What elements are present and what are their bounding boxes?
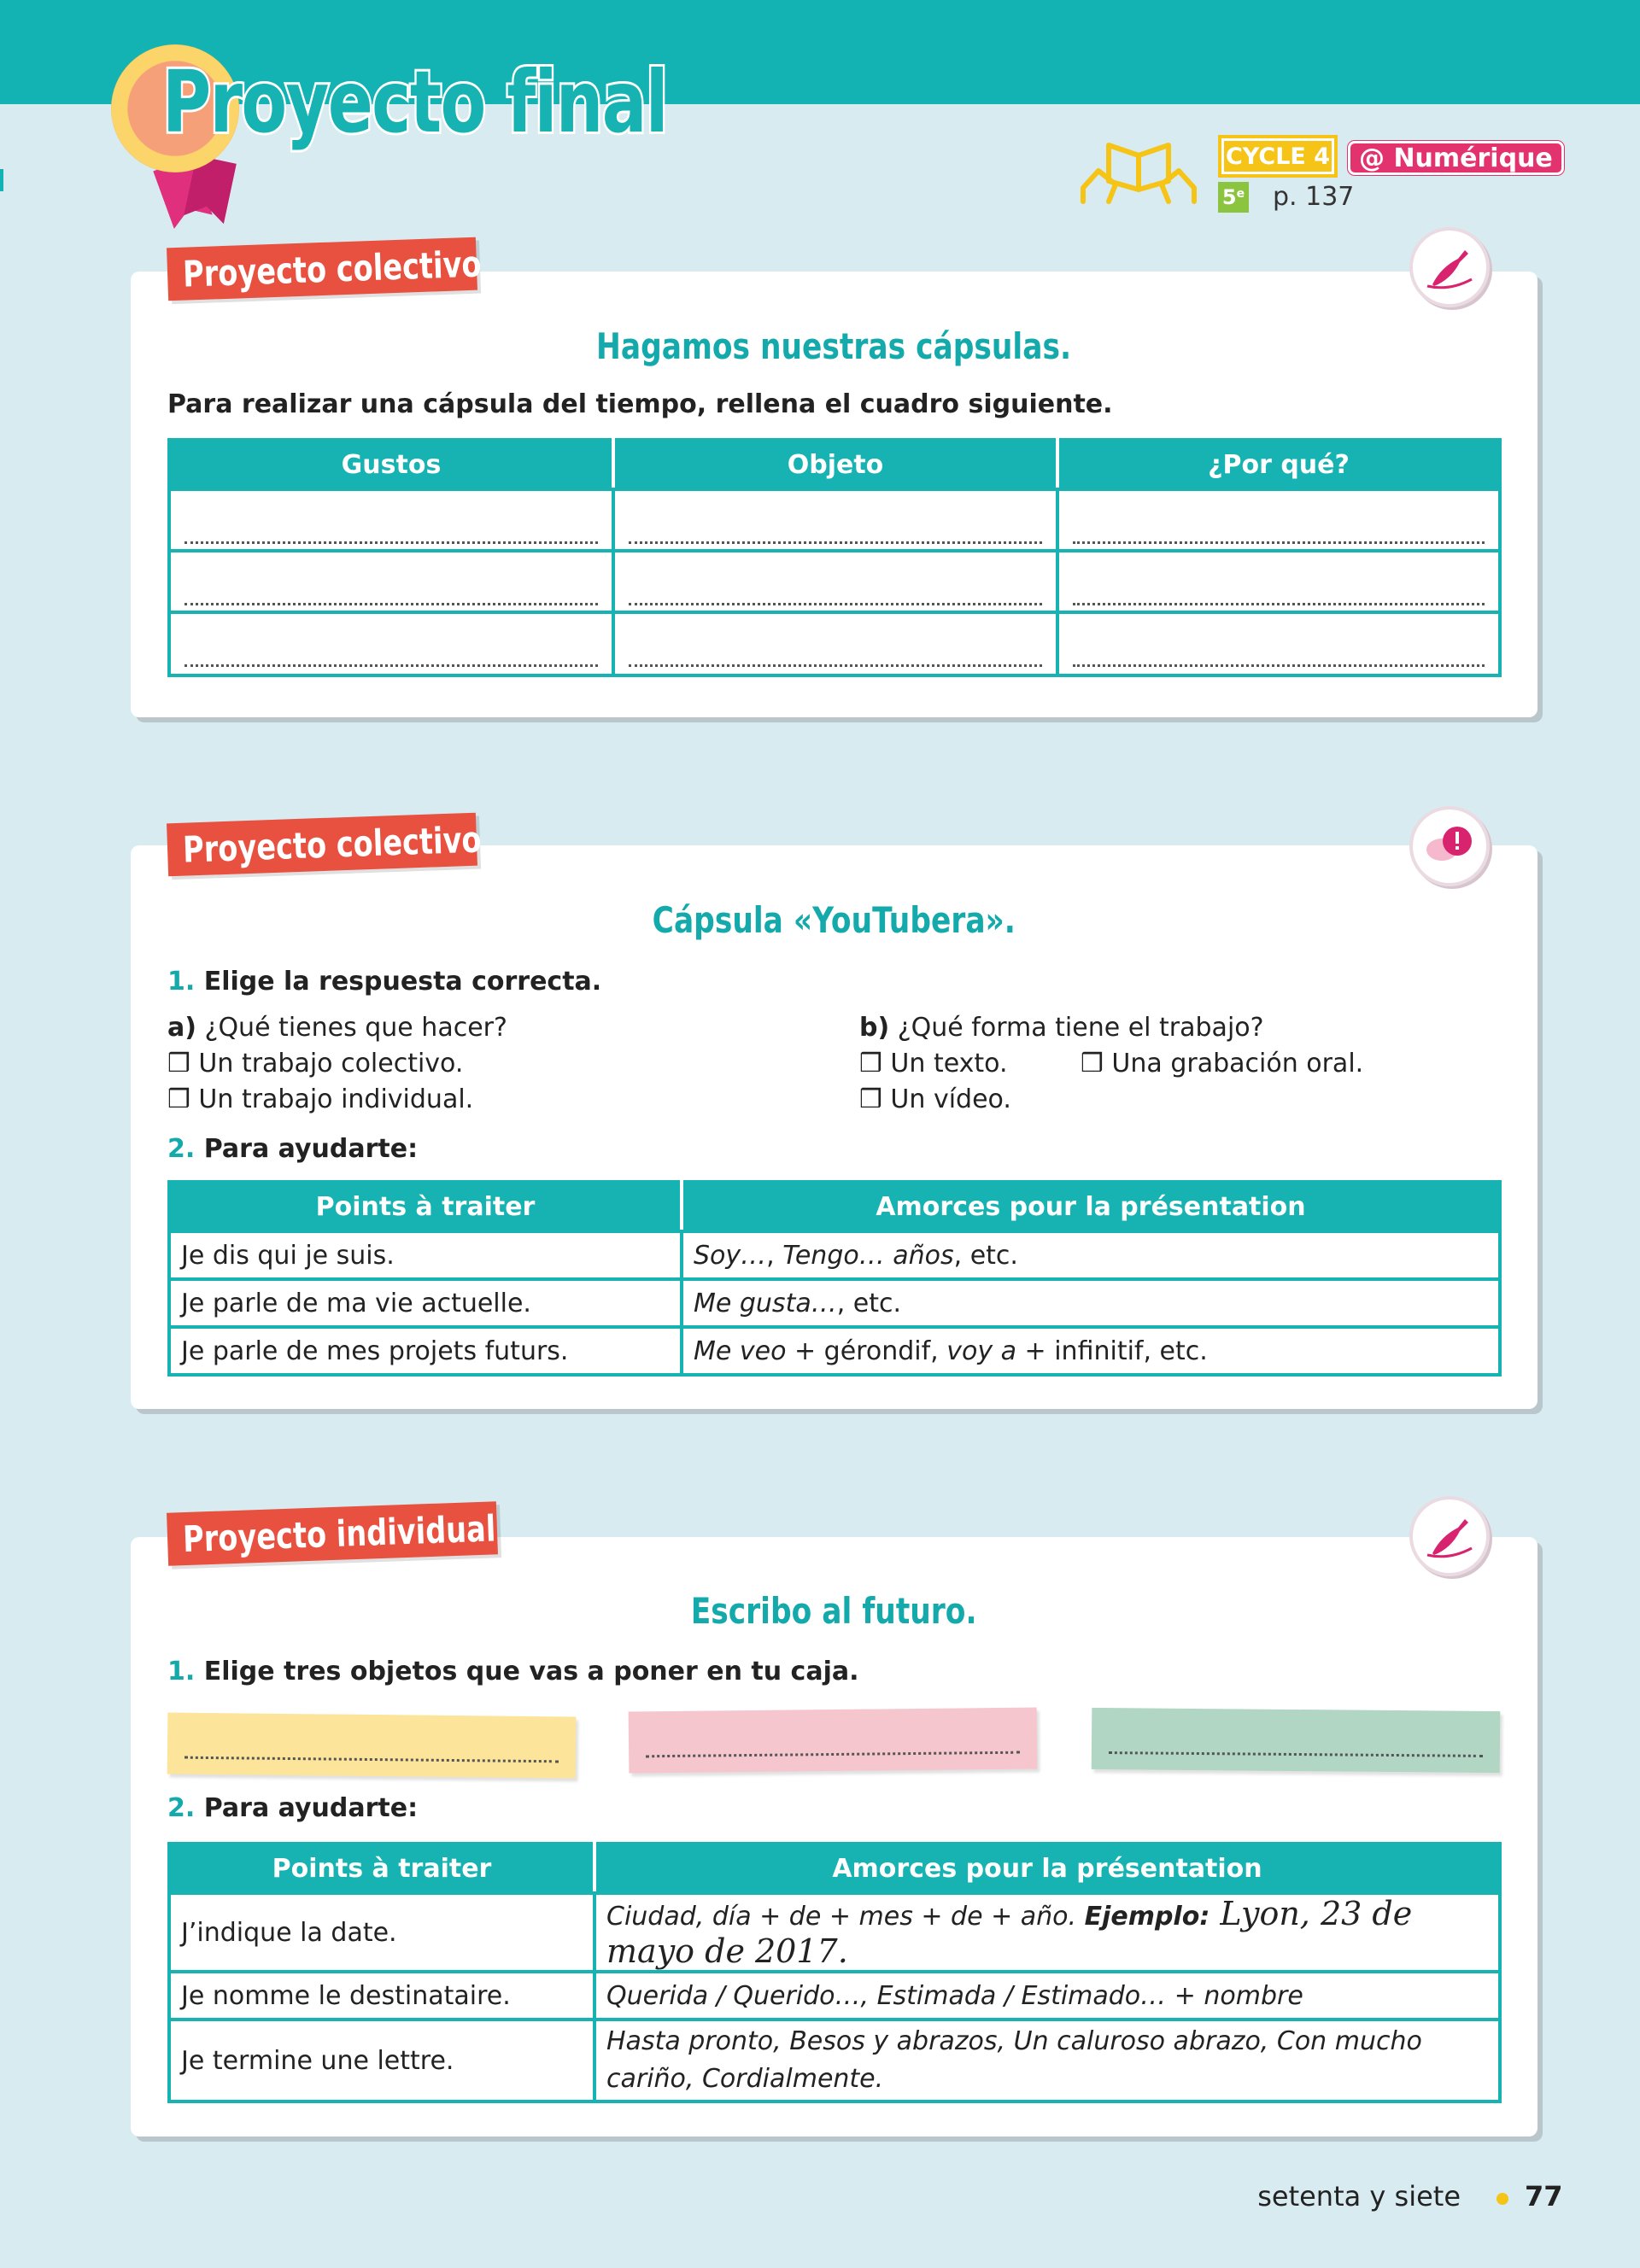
table-row bbox=[169, 1279, 1500, 1327]
section-tag: Proyecto colectivo bbox=[167, 237, 477, 301]
grade-badge bbox=[1218, 182, 1249, 213]
question-number: 1. bbox=[167, 1657, 196, 1686]
column-header-objeto: Objeto bbox=[613, 440, 1057, 489]
question-text: Para ayudarte: bbox=[203, 1793, 419, 1823]
fill-line[interactable] bbox=[613, 551, 1057, 612]
card-capsulas bbox=[131, 272, 1538, 717]
checkbox-texto[interactable]: ❒ Un texto. bbox=[859, 1049, 1008, 1078]
grade-number: 5 bbox=[1221, 185, 1237, 209]
column-header-points: Points à traiter bbox=[169, 1182, 682, 1231]
card-futuro bbox=[131, 1537, 1538, 2136]
amorce-cell: Hasta pronto, Besos y abrazos, Un caluroso abrazo, Con mucho cariño, Cordialmente. bbox=[594, 2020, 1500, 2101]
fill-line[interactable] bbox=[169, 612, 613, 675]
sticky-note-green[interactable] bbox=[1092, 1708, 1501, 1773]
column-header-points: Points à traiter bbox=[169, 1844, 594, 1893]
page-reference: p. 137 bbox=[1273, 182, 1355, 212]
question-1 bbox=[167, 967, 601, 997]
point-cell: Je parle de mes projets futurs. bbox=[169, 1327, 682, 1375]
pen-icon bbox=[1409, 1496, 1490, 1576]
point-cell: Je parle de ma vie actuelle. bbox=[169, 1279, 682, 1327]
edge-marker bbox=[0, 169, 3, 191]
question-a-text: ¿Qué tienes que hacer? bbox=[204, 1013, 507, 1043]
point-cell: Je dis qui je suis. bbox=[169, 1231, 682, 1279]
table-row bbox=[169, 1972, 1500, 2020]
point-cell: Je termine une lettre. bbox=[169, 2020, 594, 2101]
fill-line[interactable] bbox=[1057, 551, 1500, 612]
amorce-cell: Me gusta…, etc. bbox=[682, 1279, 1500, 1327]
handwritten-example: Lyon, 23 de mayo de 2017. bbox=[606, 1895, 1413, 1970]
page-title: Proyecto final bbox=[162, 52, 667, 152]
table-row bbox=[169, 1893, 1500, 1972]
checkbox-trabajo-individual[interactable]: ❒ Un trabajo individual. bbox=[167, 1084, 474, 1114]
numerique-link[interactable]: @ Numérique bbox=[1348, 141, 1564, 175]
point-cell: Je nomme le destinataire. bbox=[169, 1972, 594, 2020]
column-header-amorces: Amorces pour la présentation bbox=[682, 1182, 1500, 1231]
page-number: 77 bbox=[1525, 2180, 1563, 2212]
checkbox-trabajo-colectivo[interactable]: ❒ Un trabajo colectivo. bbox=[167, 1049, 464, 1078]
sticky-note-pink[interactable] bbox=[629, 1707, 1038, 1773]
section-heading: Hagamos nuestras cápsulas. bbox=[596, 325, 1072, 367]
section-heading: Cápsula «YouTubera». bbox=[652, 899, 1016, 941]
amorce-cell: Soy…, Tengo… años, etc. bbox=[682, 1231, 1500, 1279]
column-header-por-que: ¿Por qué? bbox=[1057, 440, 1500, 489]
checkbox-grabacion-oral[interactable]: ❒ Una grabación oral. bbox=[1081, 1049, 1364, 1078]
help-table bbox=[167, 1180, 1502, 1377]
amorce-cell: Me veo + gérondif, voy a + infinitif, etc. bbox=[682, 1327, 1500, 1375]
page-number-words: setenta y siete bbox=[1257, 2180, 1461, 2212]
checkbox-video[interactable]: ❒ Un vídeo. bbox=[859, 1084, 1011, 1114]
amorce-cell: Ciudad, día + de + mes + de + año. Ejemplo: Lyon, 23 de mayo de 2017. bbox=[594, 1893, 1500, 1972]
capsule-table bbox=[167, 438, 1502, 677]
speech-bubble-icon bbox=[1409, 806, 1490, 886]
table-row bbox=[169, 2020, 1500, 2101]
amorce-cell: Querida / Querido…, Estimada / Estimado… + nombre bbox=[594, 1972, 1500, 2020]
question-1 bbox=[167, 1657, 859, 1686]
section-tag: Proyecto colectivo bbox=[167, 813, 477, 877]
question-number: 2. bbox=[167, 1793, 196, 1823]
question-a-label: a) bbox=[167, 1013, 196, 1043]
question-number: 2. bbox=[167, 1134, 196, 1164]
fill-line[interactable] bbox=[169, 489, 613, 551]
letter-help-table bbox=[167, 1842, 1502, 2103]
cycle-badge: CYCLE 4 bbox=[1218, 135, 1338, 178]
footer-dot bbox=[1496, 2193, 1508, 2205]
question-text: Para ayudarte: bbox=[203, 1134, 419, 1164]
question-2 bbox=[167, 1134, 418, 1164]
table-row bbox=[169, 1327, 1500, 1375]
question-text: Elige la respuesta correcta. bbox=[203, 967, 602, 997]
column-header-amorces: Amorces pour la présentation bbox=[594, 1844, 1500, 1893]
table-row bbox=[169, 1231, 1500, 1279]
instruction-text: Para realizar una cápsula del tiempo, rellena el cuadro siguiente. bbox=[167, 389, 1113, 419]
fill-line[interactable] bbox=[613, 612, 1057, 675]
fill-line[interactable] bbox=[613, 489, 1057, 551]
point-cell: J’indique la date. bbox=[169, 1893, 594, 1972]
question-b-label: b) bbox=[859, 1013, 890, 1043]
reading-hands-icon bbox=[1075, 137, 1203, 205]
question-b-text: ¿Qué forma tiene el trabajo? bbox=[897, 1013, 1264, 1043]
section-tag: Proyecto individual bbox=[167, 1501, 498, 1565]
fill-line[interactable] bbox=[1057, 612, 1500, 675]
section-heading: Escribo al futuro. bbox=[691, 1590, 977, 1632]
card-youtubera bbox=[131, 845, 1538, 1409]
question-a bbox=[167, 1013, 507, 1043]
question-number: 1. bbox=[167, 967, 196, 997]
sticky-note-yellow[interactable] bbox=[167, 1712, 577, 1778]
question-b bbox=[859, 1013, 1264, 1043]
fill-line[interactable] bbox=[1057, 489, 1500, 551]
fill-line[interactable] bbox=[169, 551, 613, 612]
column-header-gustos: Gustos bbox=[169, 440, 613, 489]
grade-suffix: e bbox=[1236, 187, 1245, 201]
question-2 bbox=[167, 1793, 418, 1823]
pen-icon bbox=[1409, 227, 1490, 307]
question-text: Elige tres objetos que vas a poner en tu caja. bbox=[203, 1657, 859, 1686]
